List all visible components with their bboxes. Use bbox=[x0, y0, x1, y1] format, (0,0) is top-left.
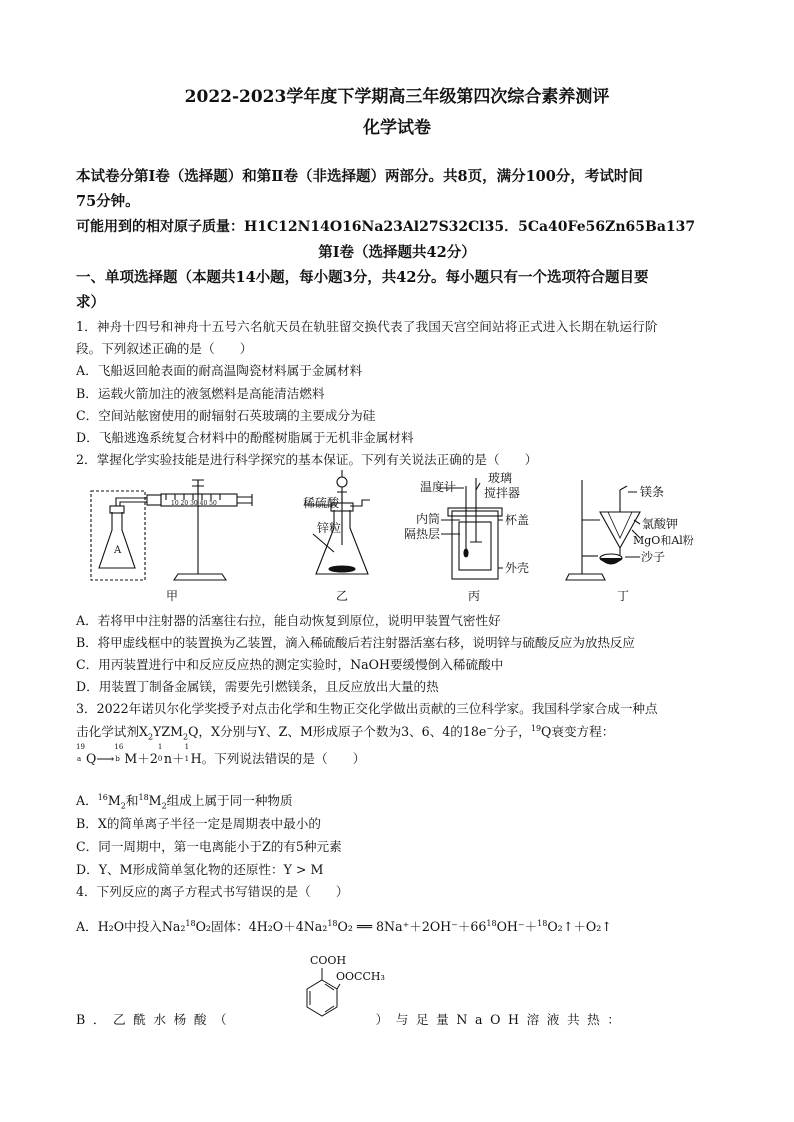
ding-sand-label: 沙子 bbox=[641, 550, 666, 564]
q3-decay-equation: 19 a Q⟶ 16 b M＋2 1 0 n＋ 1 1 H。下列说法错误的是（ ） bbox=[76, 743, 366, 766]
yi-acid-label: 稀硫酸 bbox=[303, 496, 340, 510]
q2-option-b: B．将甲虚线框中的装置换为乙装置，滴入稀硫酸后若注射器活塞右移，说明锌与硫酸反应为放热反应 bbox=[76, 635, 635, 650]
q1-option-a: A．飞船返回舱表面的耐高温陶瓷材料属于金属材料 bbox=[76, 363, 363, 378]
q1-option-d: D．飞船逃逸系统复合材料中的酚醛树脂属于无机非金属材料 bbox=[76, 430, 414, 445]
q3-option-d: D．Y、M形成简单氢化物的还原性：Y > M bbox=[76, 862, 324, 877]
q3-option-b: B．X的简单离子半径一定是周期表中最小的 bbox=[76, 816, 321, 831]
page-title: 2022-2023学年度下学期高三年级第四次综合素养测评 bbox=[184, 87, 610, 107]
fig-label-jia: 甲 bbox=[166, 589, 179, 603]
q1-option-b: B．运载火箭加注的液氢燃料是高能清洁燃料 bbox=[76, 386, 325, 401]
bing-inner-label: 内筒 bbox=[416, 512, 441, 526]
q2-stem: 2．掌握化学实验技能是进行科学探究的基本保证。下列有关说法正确的是（ ） bbox=[76, 452, 538, 467]
bing-shell-label: 外壳 bbox=[505, 561, 530, 575]
ding-kclo3-label: 氯酸钾 bbox=[642, 517, 679, 531]
q3-stem-text: ，X分别与Y、Z、M形成原子个数为3、6、4的18e bbox=[198, 724, 487, 739]
part1-title: 第Ⅰ卷（选择题共42分） bbox=[318, 244, 476, 261]
q2-option-a: A．若将甲中注射器的活塞往右拉，能自动恢复到原位，说明甲装置气密性好 bbox=[76, 613, 501, 628]
q1-stem: 段。下列叙述正确的是（ ） bbox=[76, 341, 253, 356]
bing-glass-label-2: 搅拌器 bbox=[484, 486, 521, 500]
q1-option-c: C．空间站舷窗使用的耐辐射石英玻璃的主要成分为硅 bbox=[76, 408, 376, 423]
q3-option-c: C．同一周期中，第一电离能小于Z的有5种元素 bbox=[76, 839, 342, 854]
q3-stem-text: 击化学试剂 bbox=[76, 724, 139, 739]
reagent-formula: $X_2YZM_2Q$ bbox=[138, 724, 199, 742]
q4-option-a-text: O₂↑＋O₂↑ bbox=[547, 919, 612, 934]
q4-option-a-text: O₂固体：4H₂O＋4Na₂ bbox=[195, 919, 328, 934]
atomic-masses: 可能用到的相对原子质量：H1C12N14O16Na23Al27S32Cl35．5Ca40Fe56Zn65Ba137 bbox=[76, 219, 696, 235]
page-subtitle: 化学试卷 bbox=[363, 118, 431, 138]
q3-stem: 3．2022年诺贝尔化学奖授予对点击化学和生物正交化学做出贡献的三位科学家。我国科学家合成一种点 bbox=[76, 701, 658, 716]
apparatus-jia bbox=[91, 480, 252, 580]
intro-line-1: 本试卷分第Ⅰ卷（选择题）和第Ⅱ卷（非选择题）两部分。共8页，满分100分，考试时间 bbox=[76, 168, 643, 185]
ding-mg-label: 镁条 bbox=[640, 485, 665, 499]
apparatus-ding bbox=[566, 480, 640, 580]
q4-option-a: A．H₂O中投入Na₂$^{18}$O₂固体：4H₂O＋4Na₂$^{18}$O₂ ══ $8Na^++2OH^-+66^{18}OH^-+^{18}O_2↑+O_2↑$ bbox=[76, 918, 612, 934]
q4-option-a-text: A．H₂O中投入Na₂ bbox=[76, 919, 186, 934]
bing-insulation-label: 隔热层 bbox=[404, 527, 441, 541]
jia-scale-label: 10 20 30 40 50 bbox=[171, 500, 217, 507]
q3-stem-line2: 击化学试剂$X_2YZM_2Q$，X分别与Y、Z、M形成原子个数为3、6、4的18e−分子，$^{19}$Q衰变方程： bbox=[76, 723, 615, 742]
fig-label-yi: 乙 bbox=[336, 589, 349, 603]
fig-label-bing: 丙 bbox=[468, 589, 481, 603]
q3-stem-text: Q衰变方程： bbox=[541, 724, 615, 739]
bing-thermo-label: 温度计 bbox=[420, 480, 457, 494]
q4-option-b: B．乙酰水杨酸（ ）与足量NaOH溶液共热： bbox=[76, 1012, 628, 1027]
q3-option-a: A．$^{16}M_2$和$^{18}M_2$组成上属于同一种物质 bbox=[76, 792, 293, 811]
q2-option-c: C．用丙装置进行中和反应反应热的测定实验时，NaOH要缓慢倒入稀硫酸中 bbox=[76, 657, 504, 672]
jia-flask-label: A bbox=[114, 545, 122, 556]
q4-stem: 4．下列反应的离子方程式书写错误的是（ ） bbox=[76, 884, 349, 899]
ding-mgo-label: MgO和Al粉 bbox=[633, 534, 694, 547]
q2-option-d: D．用装置丁制备金属镁，需要先引燃镁条，且反应放出大量的热 bbox=[76, 679, 439, 694]
cooh-label: COOH bbox=[310, 954, 347, 967]
q4-option-a-text: OH⁻＋ bbox=[496, 919, 538, 934]
q3-equation-tail: 。下列说法错误的是（ ） bbox=[201, 751, 366, 766]
q3-option-a-text: A． bbox=[76, 793, 98, 808]
q3-option-a-text: 和 bbox=[125, 793, 139, 808]
q2-apparatus-figure bbox=[0, 466, 794, 616]
yi-zinc-label: 锌粒 bbox=[317, 521, 342, 535]
q4-option-a-text: O₂ ══ 8Na⁺＋2OH⁻＋66 bbox=[337, 919, 487, 934]
q3-stem-text: 分子， bbox=[493, 724, 531, 739]
intro-line-2: 75分钟。 bbox=[76, 193, 140, 210]
fig-label-ding: 丁 bbox=[617, 589, 630, 603]
q1-stem: 1．神舟十四号和神舟十五号六名航天员在轨驻留交换代表了我国天宫空间站将正式进入长期在轨运行阶 bbox=[76, 319, 658, 334]
oocch3-label: OOCCH₃ bbox=[336, 970, 385, 983]
section-title-1: 一、单项选择题（本题共14小题，每小题3分，共42分。每小题只有一个选项符合题目要 bbox=[76, 269, 649, 286]
section-title-2: 求） bbox=[76, 294, 105, 311]
bing-lid-label: 杯盖 bbox=[505, 513, 530, 527]
bing-glass-label-1: 玻璃 bbox=[488, 471, 513, 485]
q3-option-a-text: 组成上属于同一种物质 bbox=[166, 793, 293, 808]
